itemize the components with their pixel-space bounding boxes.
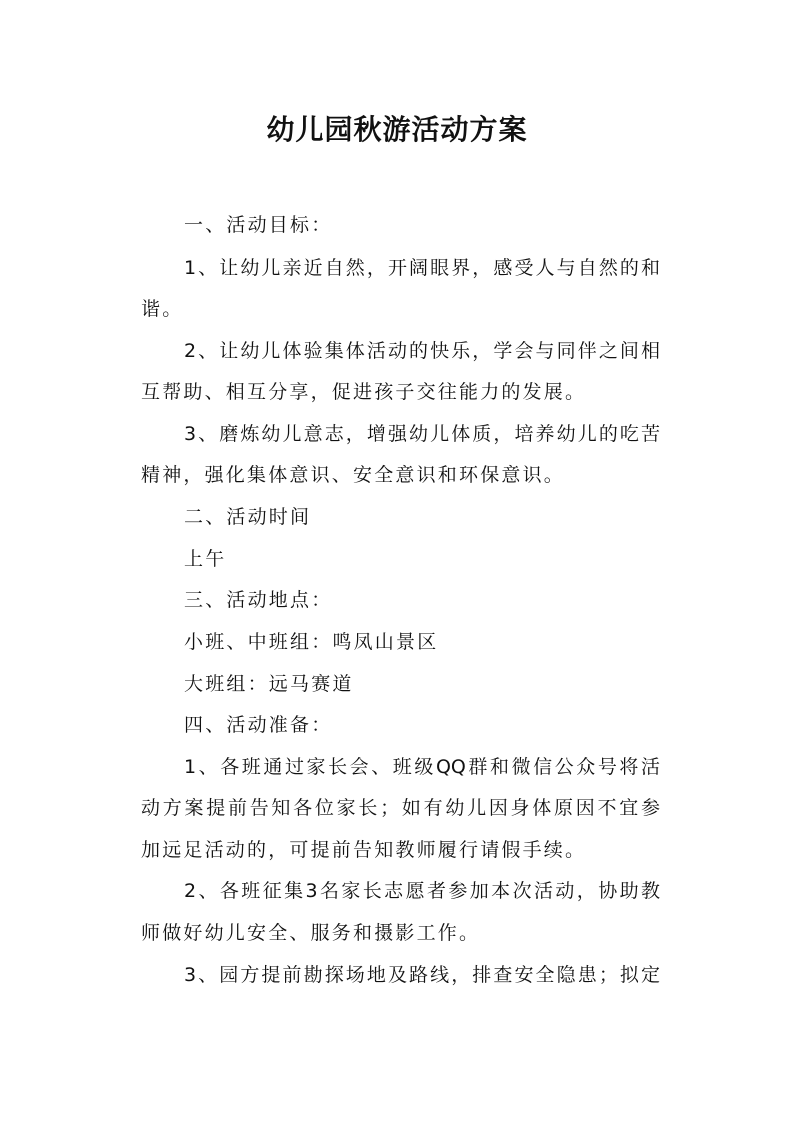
paragraph-line: 谐。 xyxy=(141,298,184,320)
paragraph-line: 师做好幼儿安全、服务和摄影工作。 xyxy=(141,922,481,944)
paragraph-line: 2、让幼儿体验集体活动的快乐，学会与同伴之间相 xyxy=(184,340,660,362)
paragraph-line: 动方案提前告知各位家长；如有幼儿因身体原因不宜参 xyxy=(141,797,660,819)
paragraph-line: 上午 xyxy=(184,548,227,570)
paragraph-line: 加远足活动的，可提前告知教师履行请假手续。 xyxy=(141,839,587,861)
paragraph-line: 精神，强化集体意识、安全意识和环保意识。 xyxy=(141,464,566,486)
paragraph-line: 互帮助、相互分享，促进孩子交往能力的发展。 xyxy=(141,381,587,403)
section-heading-location: 三、活动地点： xyxy=(184,589,333,611)
paragraph-line: 大班组：远马赛道 xyxy=(184,673,354,695)
paragraph-line: 3、磨炼幼儿意志，增强幼儿体质，培养幼儿的吃苦 xyxy=(184,423,660,445)
paragraph-line: 2、各班征集3名家长志愿者参加本次活动，协助教 xyxy=(184,880,660,902)
document-title: 幼儿园秋游活动方案 xyxy=(266,113,528,146)
paragraph-line: 1、各班通过家长会、班级QQ群和微信公众号将活 xyxy=(184,756,660,778)
section-heading-goals: 一、活动目标： xyxy=(184,214,333,236)
section-heading-time: 二、活动时间 xyxy=(184,506,312,528)
paragraph-line: 小班、中班组：鸣凤山景区 xyxy=(184,631,439,653)
paragraph-line: 1、让幼儿亲近自然，开阔眼界，感受人与自然的和 xyxy=(184,257,660,279)
section-heading-preparation: 四、活动准备： xyxy=(184,714,333,736)
paragraph-line: 3、园方提前勘探场地及路线，排查安全隐患；拟定 xyxy=(184,964,660,986)
